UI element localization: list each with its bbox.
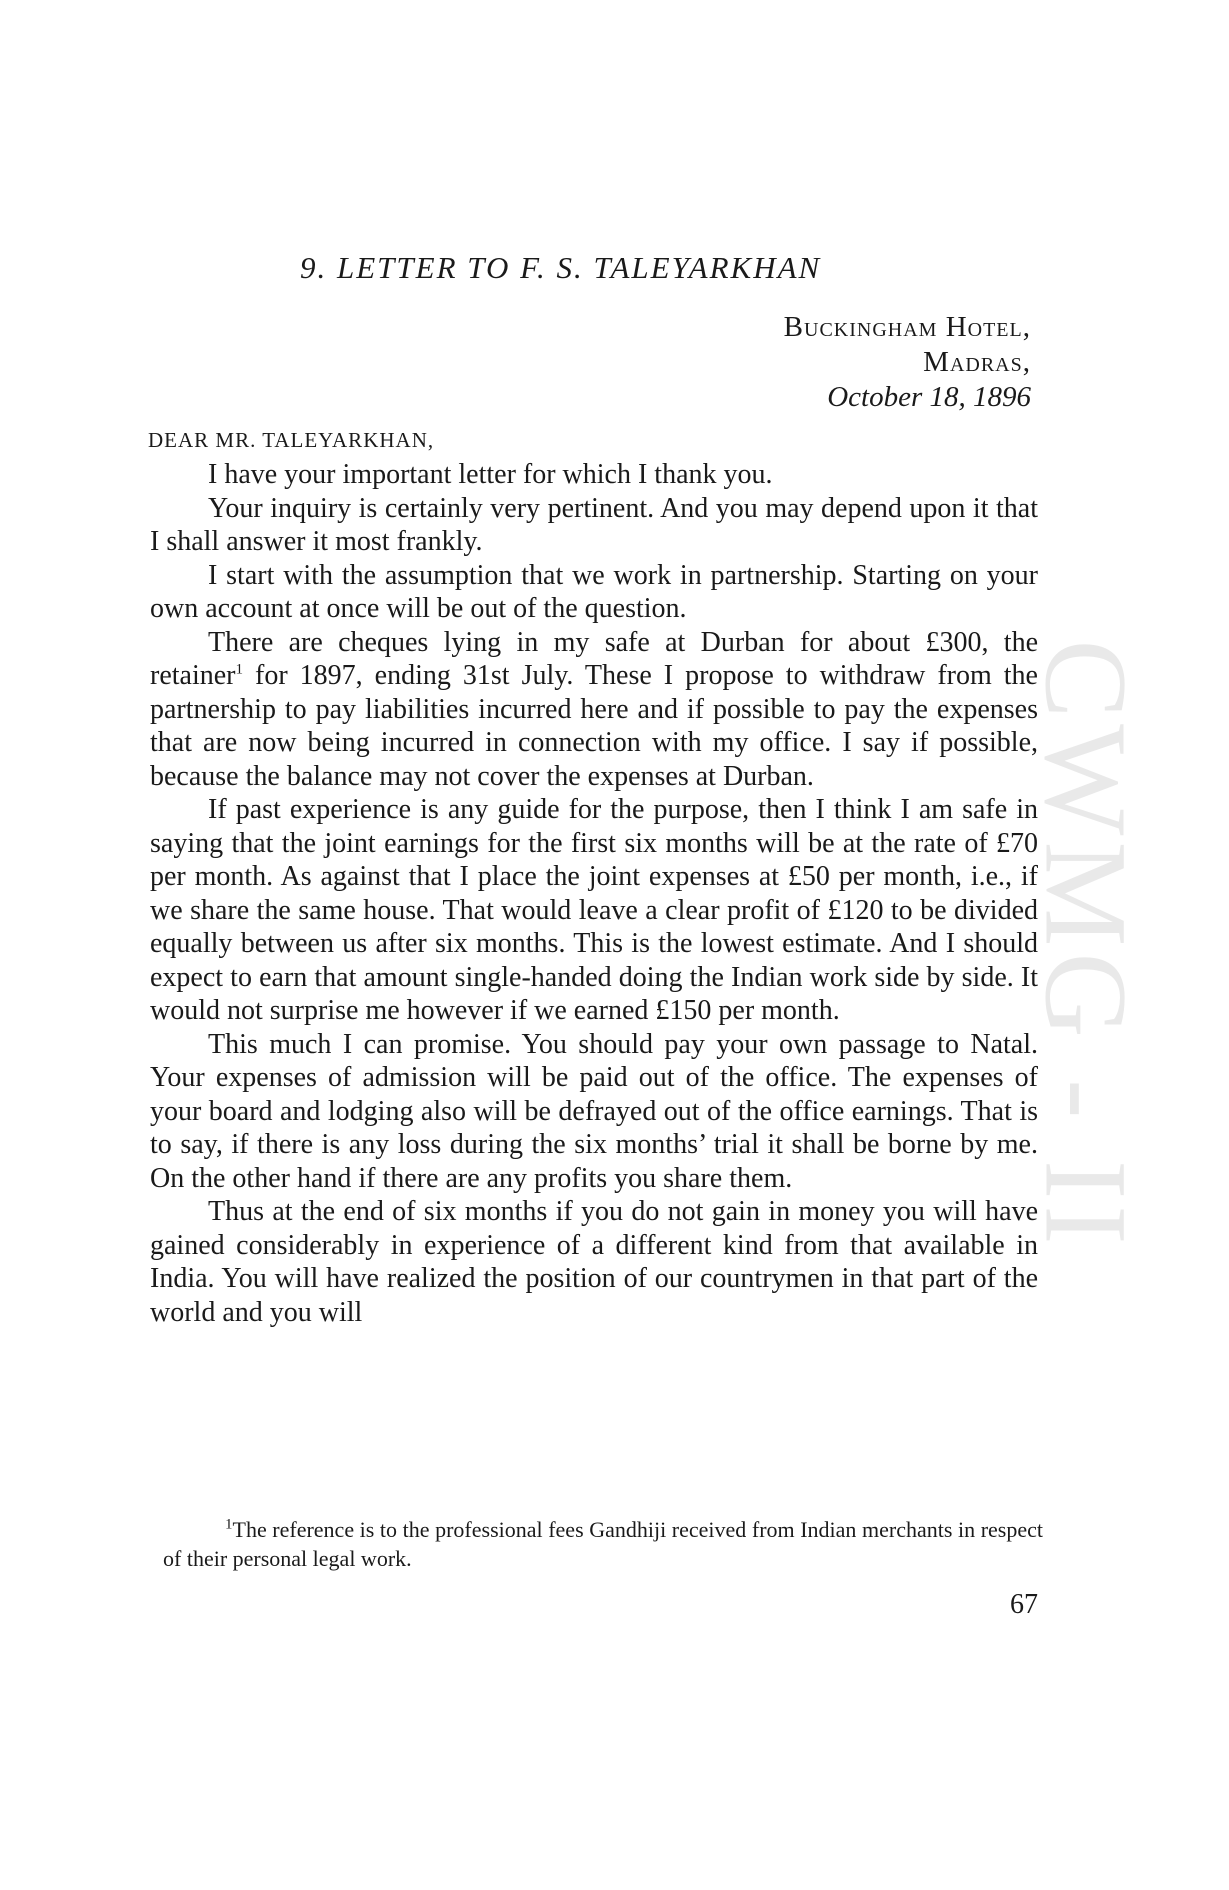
letter-date: October 18, 1896 (827, 381, 1031, 413)
paragraph: Your inquiry is certainly very pertinent. And you may depend upon it that I shall answer it most frankly. (150, 492, 1038, 557)
footnote-text: The reference is to the professional fees Gandhiji received from Indian merchants in respect of their personal legal work. (163, 1517, 1043, 1571)
watermark (1021, 575, 1153, 1315)
address-hotel: Buckingham Hotel, (783, 311, 1031, 343)
salutation: DEAR MR. TALEYARKHAN, (148, 428, 435, 452)
address-block (784, 310, 1031, 415)
paragraph (150, 626, 1038, 794)
paragraph-text: There are cheques lying in my safe at Durban for about £300, the retainer (150, 626, 1038, 691)
footnote-marker: 1 (225, 1516, 233, 1533)
paragraph: This much I can promise. You should pay your own passage to Natal. Your expenses of admission will be paid out of the office. The expenses of your board and lodging also will be defrayed out of the office earnings. That is to say, if there is any loss during the six months’ trial it shall be borne by me. On the other hand if there are any profits you share them. (150, 1028, 1038, 1194)
footnote (163, 1515, 1043, 1573)
watermark-text: CWMG - II (1021, 639, 1153, 1251)
paragraph: I start with the assumption that we work in partnership. Starting on your own account at once will be out of the question. (150, 559, 1038, 624)
paragraph-text: for 1897, ending 31st July. These I propose to withdraw from the partnership to pay liabilities incurred here and if possible to pay the expenses that are now being incurred in connection with my office. I say if possible, because the balance may not cover the expenses at Durban. (150, 660, 1038, 792)
footnote-reference: 1 (235, 661, 243, 678)
address-city: Madras, (923, 346, 1031, 378)
paragraph: Thus at the end of six months if you do not gain in money you will have gained considerably in experience of a different kind from that available in India. You will have realized the position of our countrymen in that part of the world and you will (150, 1196, 1038, 1328)
letter-title: 9. LETTER TO F. S. TALEYARKHAN (300, 250, 822, 285)
paragraph: If past experience is any guide for the purpose, then I think I am safe in saying that the joint earnings for the first six months will be at the rate of £70 per month. As against that I place the joint expenses at £50 per month, i.e., if we share the same house. That would leave a clear profit of £120 to be divided equally between us after six months. This is the lowest estimate. And I should expect to earn that amount single-handed doing the Indian work side by side. It would not surprise me however if we earned £150 per month. (150, 794, 1038, 1026)
page-number: 67 (1010, 1589, 1038, 1620)
letter-body (150, 458, 1038, 1329)
paragraph: I have your important letter for which I thank you. (208, 459, 773, 490)
